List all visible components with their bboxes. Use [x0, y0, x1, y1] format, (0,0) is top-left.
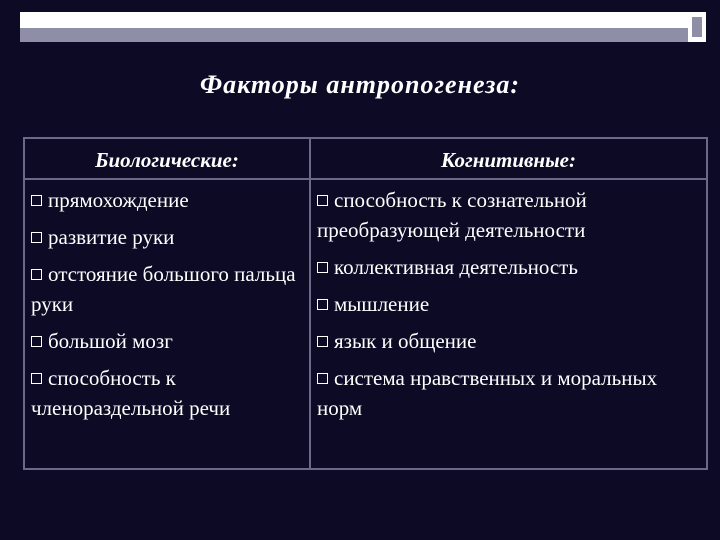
list-item: способность к членораздельной речи	[31, 366, 231, 420]
hollow-square-icon	[31, 195, 42, 206]
hollow-square-icon	[31, 269, 42, 280]
hollow-square-icon	[317, 336, 328, 347]
list-item: отстояние большого пальца руки	[31, 262, 296, 316]
hollow-square-icon	[317, 195, 328, 206]
list-item: способность к сознательной преобразующей деятельности	[317, 188, 587, 242]
list-item: прямохождение	[31, 185, 303, 215]
hollow-square-icon	[31, 336, 42, 347]
column-header-cognitive: Когнитивные:	[441, 148, 576, 172]
decor-top-bar-shade	[20, 28, 688, 42]
list-item: коллективная деятельность	[317, 252, 703, 282]
hollow-square-icon	[317, 299, 328, 310]
slide-title: Факторы антропогенеза:	[199, 70, 521, 99]
biological-factors-list	[31, 185, 303, 430]
table-column-divider	[309, 139, 311, 468]
cognitive-factors-list	[317, 185, 703, 430]
list-item: большой мозг	[31, 326, 303, 356]
decor-corner-box-inner	[692, 17, 702, 37]
list-item: развитие руки	[31, 222, 303, 252]
list-item: система нравственных и моральных норм	[317, 366, 658, 420]
column-header-biological: Биологические:	[95, 148, 239, 172]
hollow-square-icon	[31, 232, 42, 243]
hollow-square-icon	[317, 262, 328, 273]
list-item: мышление	[317, 289, 703, 319]
list-item: язык и общение	[317, 326, 703, 356]
decor-top-bar	[20, 12, 688, 28]
hollow-square-icon	[31, 373, 42, 384]
factors-table	[23, 137, 708, 470]
hollow-square-icon	[317, 373, 328, 384]
